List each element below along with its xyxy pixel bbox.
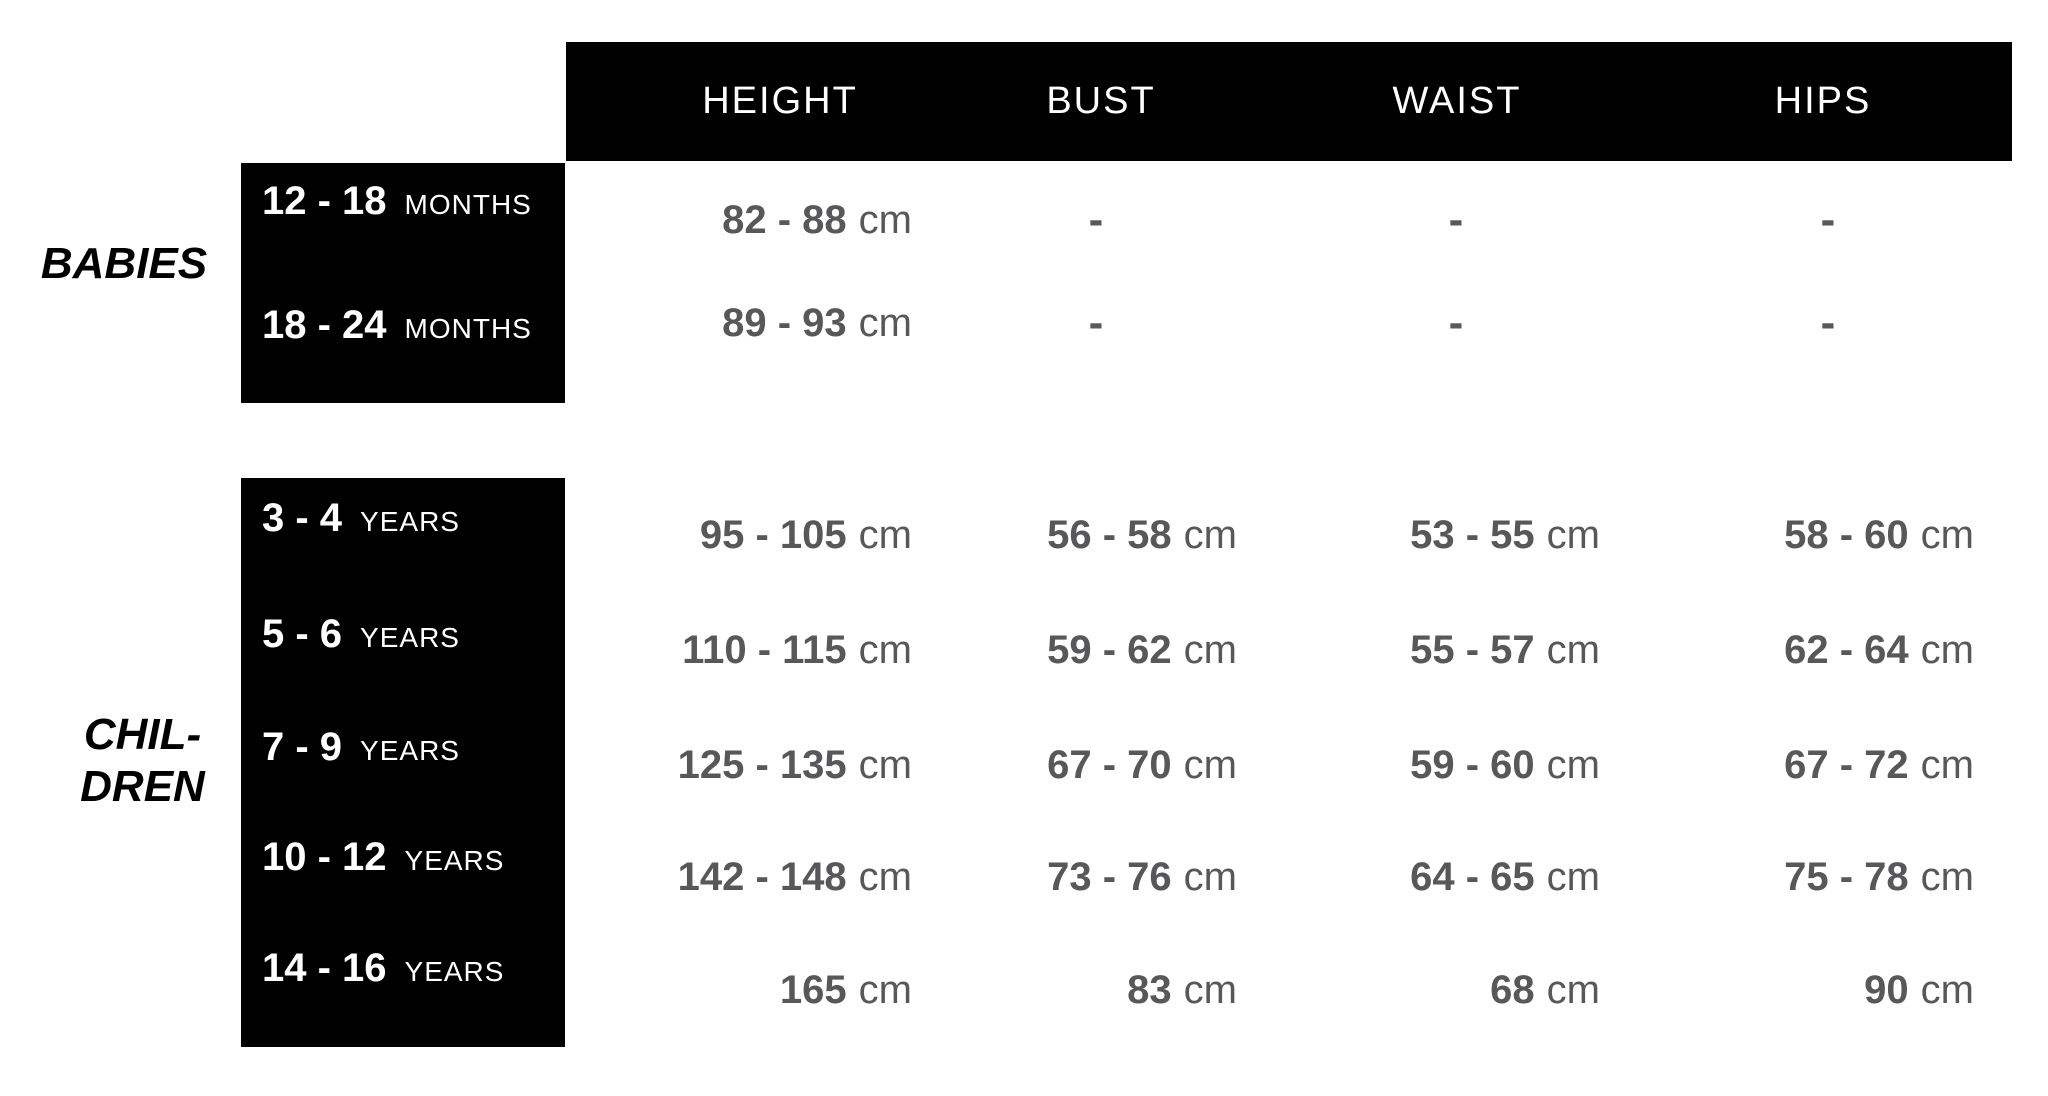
cell-children3-waist — [1200, 739, 1600, 791]
size-unit: YEARS — [404, 956, 505, 987]
value: 55 - 57 — [1410, 628, 1535, 672]
value: 62 - 64 — [1784, 628, 1909, 672]
size-label-5-6-years — [262, 608, 460, 660]
section-label-children-line2: DREN — [80, 762, 205, 811]
cell-babies1-hips-dash: - — [1820, 195, 1836, 244]
size-label-18-24-months — [262, 299, 532, 351]
value: 83 — [1127, 968, 1172, 1012]
size-label-10-12-years — [262, 831, 504, 883]
unit: cm — [858, 513, 912, 557]
unit: cm — [1920, 855, 1974, 899]
unit: cm — [1920, 968, 1974, 1012]
cell-babies2-waist-dash: - — [1448, 298, 1464, 347]
section-label-children — [40, 709, 245, 813]
unit: cm — [858, 301, 912, 345]
size-range: 10 - 12 — [262, 835, 387, 879]
value: 125 - 135 — [677, 743, 847, 787]
cell-children2-waist — [1200, 624, 1600, 676]
column-header-hips: HIPS — [1774, 80, 1872, 122]
column-header-height: HEIGHT — [702, 80, 858, 122]
cell-children5-hips — [1574, 964, 1974, 1016]
size-range: 14 - 16 — [262, 946, 387, 990]
table-header-bar — [566, 42, 2012, 161]
unit: cm — [858, 198, 912, 242]
value: 73 - 76 — [1047, 855, 1172, 899]
unit: cm — [858, 628, 912, 672]
cell-babies2-hips-dash: - — [1820, 298, 1836, 347]
value: 110 - 115 — [682, 628, 847, 672]
size-range: 3 - 4 — [262, 496, 343, 540]
unit: cm — [1183, 968, 1237, 1012]
value: 64 - 65 — [1410, 855, 1535, 899]
cell-babies1-height — [512, 194, 912, 246]
unit: cm — [1920, 513, 1974, 557]
section-label-children-line1: CHIL- — [83, 710, 202, 759]
section-label-babies: BABIES — [40, 239, 208, 288]
size-unit: YEARS — [404, 845, 505, 876]
size-label-7-9-years — [262, 721, 460, 773]
unit: cm — [858, 743, 912, 787]
cell-children4-hips — [1574, 851, 1974, 903]
cell-children1-waist — [1200, 509, 1600, 561]
value: 165 — [779, 968, 847, 1012]
cell-babies2-bust-dash: - — [1088, 298, 1104, 347]
value: 56 - 58 — [1047, 513, 1172, 557]
size-label-14-16-years — [262, 942, 504, 994]
cell-children3-hips — [1574, 739, 1974, 791]
cell-children4-bust — [837, 851, 1237, 903]
unit: cm — [1183, 743, 1237, 787]
unit: cm — [1546, 743, 1600, 787]
cell-babies1-bust-dash: - — [1088, 195, 1104, 244]
unit: cm — [1546, 628, 1600, 672]
unit: cm — [1183, 855, 1237, 899]
value: 75 - 78 — [1784, 855, 1909, 899]
value: 67 - 70 — [1047, 743, 1172, 787]
value: 58 - 60 — [1784, 513, 1909, 557]
size-label-12-18-months — [262, 175, 532, 227]
size-label-3-4-years — [262, 492, 460, 544]
value: 68 — [1490, 968, 1535, 1012]
cell-children1-bust — [837, 509, 1237, 561]
size-range: 5 - 6 — [262, 612, 343, 656]
unit: cm — [1546, 968, 1600, 1012]
cell-children5-bust — [837, 964, 1237, 1016]
column-header-bust: BUST — [1046, 80, 1156, 122]
size-unit: MONTHS — [404, 313, 532, 344]
cell-children1-hips — [1574, 509, 1974, 561]
unit: cm — [1546, 513, 1600, 557]
size-unit: YEARS — [360, 506, 460, 537]
unit: cm — [1920, 743, 1974, 787]
value: 82 - 88 — [722, 198, 847, 242]
cell-children4-waist — [1200, 851, 1600, 903]
unit: cm — [1183, 628, 1237, 672]
size-unit: MONTHS — [404, 189, 532, 220]
value: 67 - 72 — [1784, 743, 1909, 787]
value: 59 - 62 — [1047, 628, 1172, 672]
column-header-waist: WAIST — [1392, 80, 1522, 122]
value: 59 - 60 — [1410, 743, 1535, 787]
unit: cm — [1183, 513, 1237, 557]
cell-babies1-waist-dash: - — [1448, 195, 1464, 244]
size-range: 18 - 24 — [262, 303, 387, 347]
value: 53 - 55 — [1410, 513, 1535, 557]
value: 89 - 93 — [722, 301, 847, 345]
unit: cm — [858, 855, 912, 899]
unit: cm — [858, 968, 912, 1012]
size-unit: YEARS — [360, 622, 460, 653]
value: 95 - 105 — [699, 513, 847, 557]
size-range: 7 - 9 — [262, 725, 343, 769]
size-unit: YEARS — [360, 735, 460, 766]
unit: cm — [1546, 855, 1600, 899]
cell-children5-waist — [1200, 964, 1600, 1016]
cell-children2-hips — [1574, 624, 1974, 676]
cell-children3-bust — [837, 739, 1237, 791]
value: 90 — [1864, 968, 1909, 1012]
size-range: 12 - 18 — [262, 179, 387, 223]
cell-children2-bust — [837, 624, 1237, 676]
value: 142 - 148 — [677, 855, 847, 899]
cell-babies2-height — [512, 297, 912, 349]
unit: cm — [1920, 628, 1974, 672]
